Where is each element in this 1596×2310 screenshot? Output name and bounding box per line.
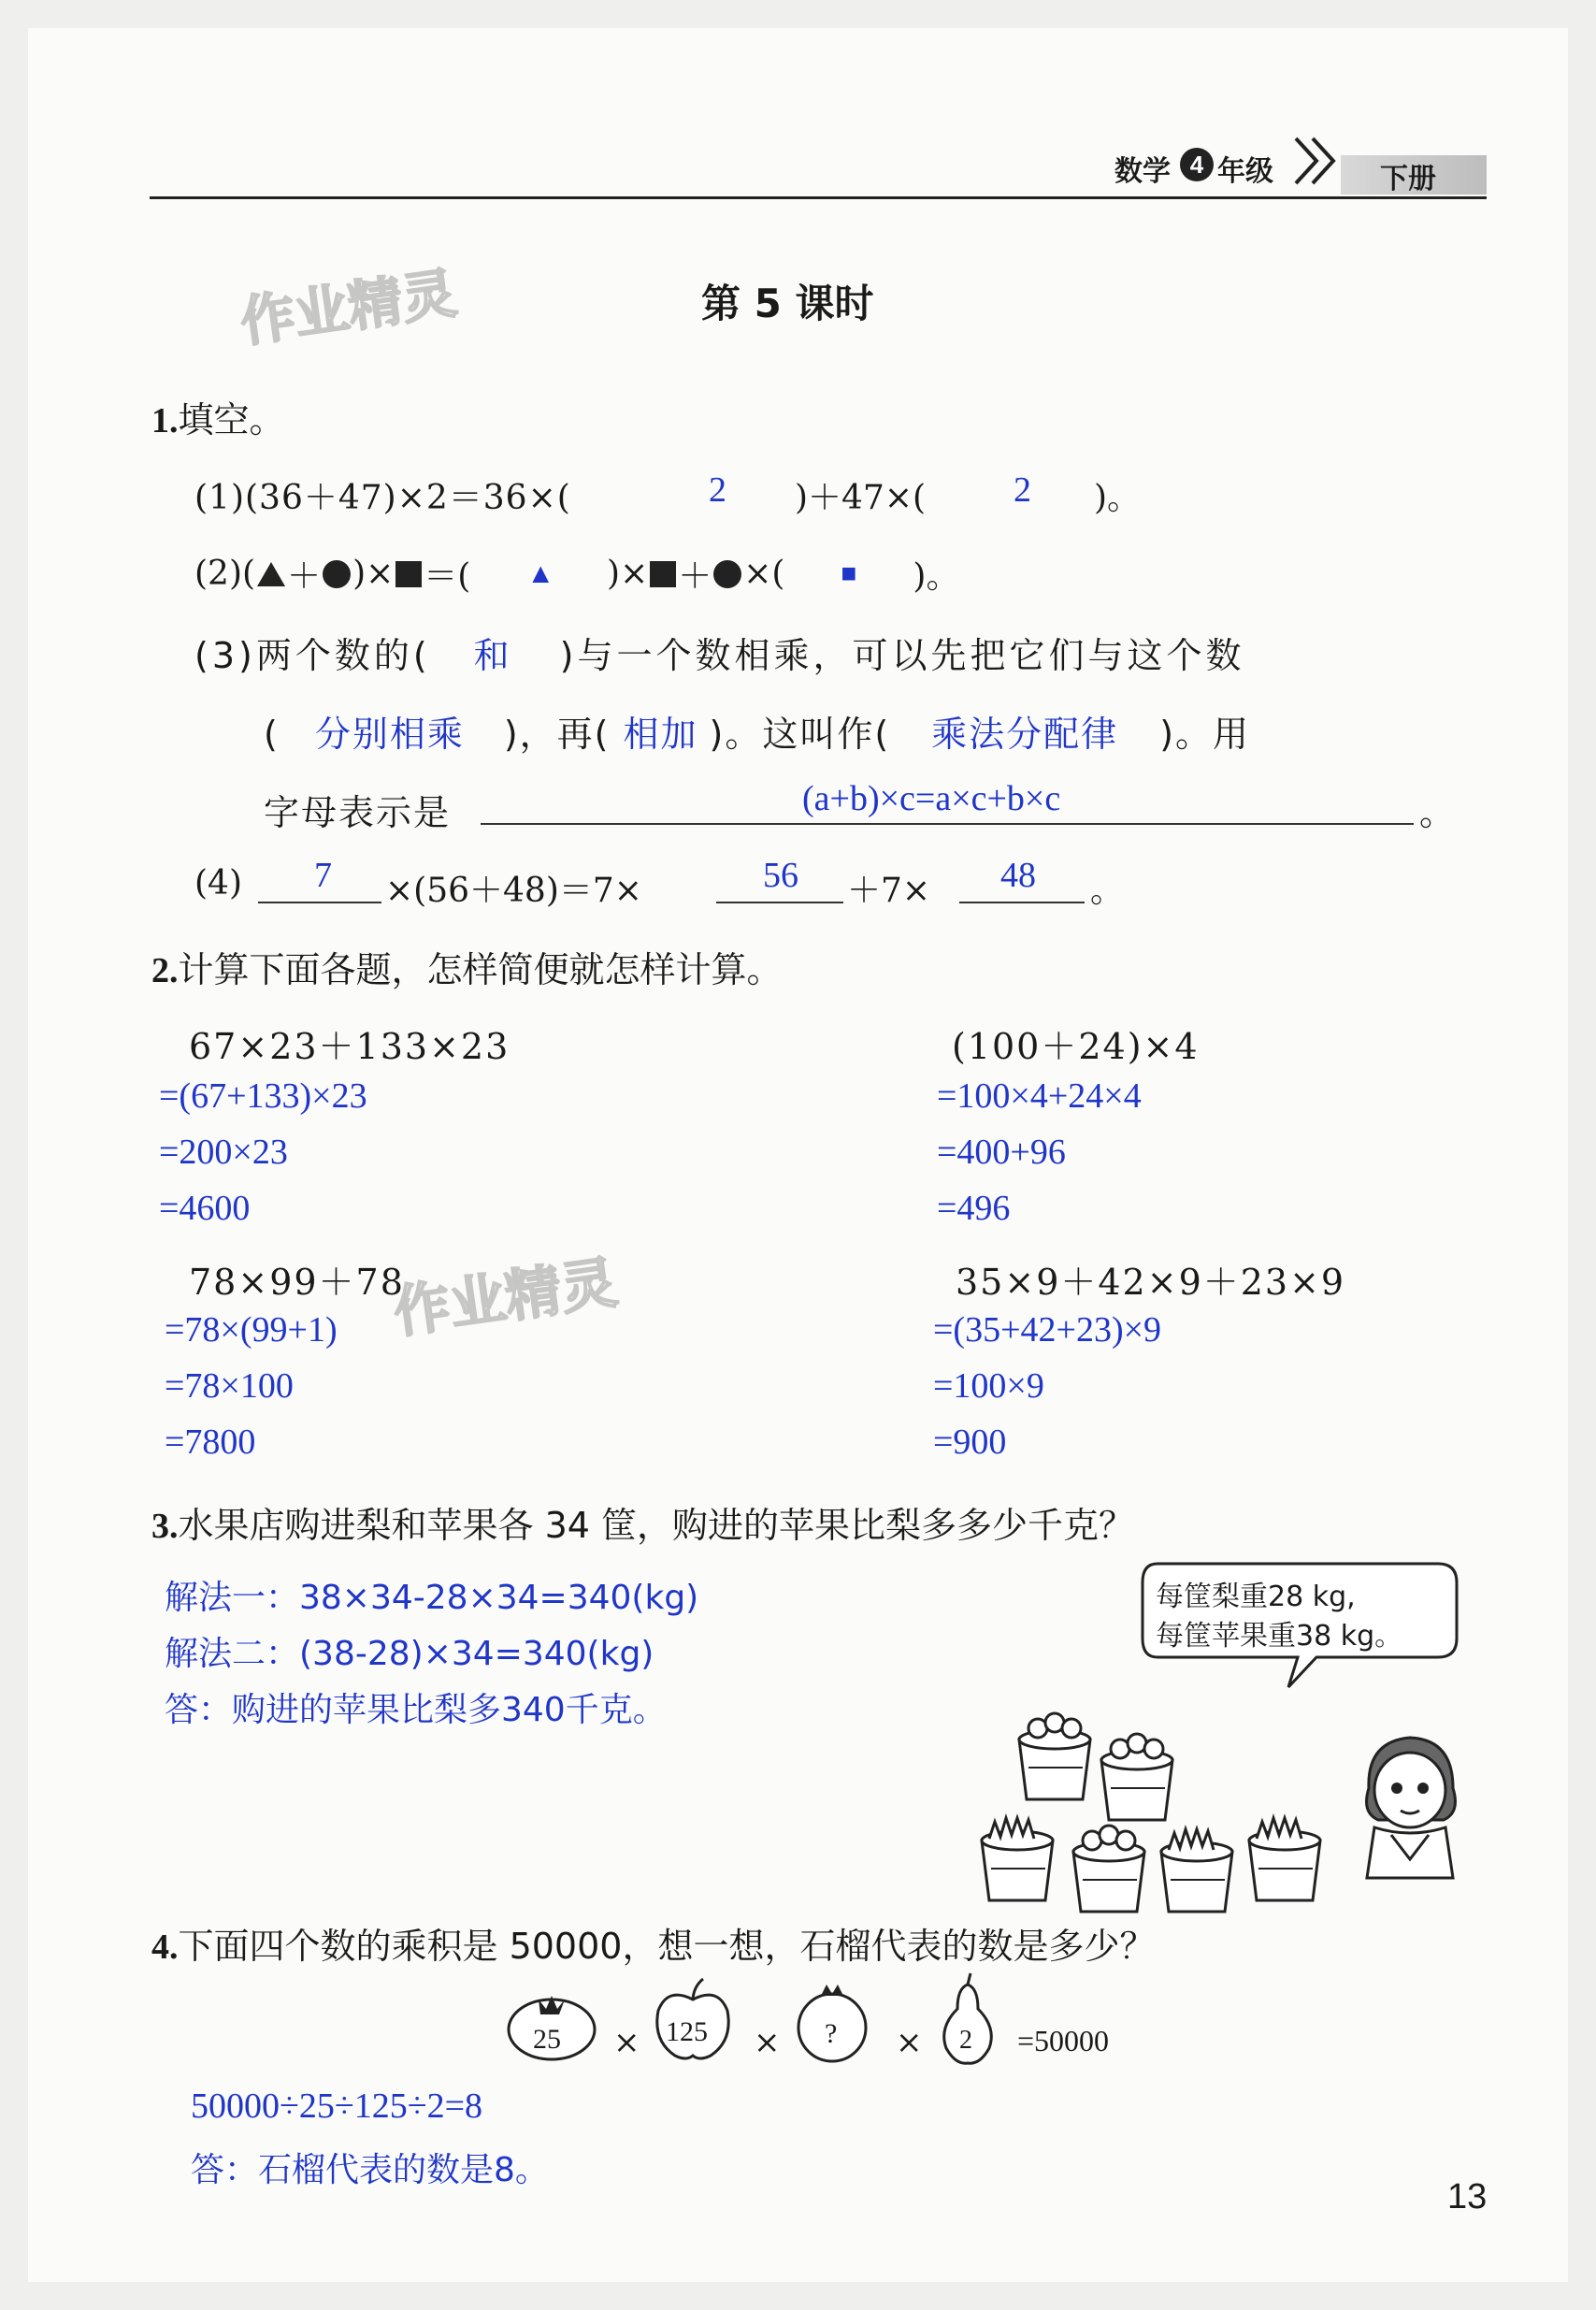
q1-part3-answer4: 乘法分配律 — [931, 714, 1119, 755]
q2-problem3-step3: =7800 — [165, 1422, 256, 1462]
workbook-page — [28, 28, 1568, 2282]
q1-part4-answer3: 48 — [1000, 856, 1036, 895]
q1-part2: (2) ( ＋ )× ＝( ▲ )× ＋ ×( ■ )。 — [194, 555, 960, 596]
q4-answer-conclusion: 答：石榴代表的数是8。 — [191, 2151, 549, 2189]
q2-problem3-step2: =78×100 — [165, 1366, 294, 1406]
header-grade: 年级 — [1217, 155, 1273, 188]
q2-problem1-step2: =200×23 — [159, 1133, 288, 1172]
q2-problem1-step3: =4600 — [159, 1189, 251, 1228]
q1-part4-answer2: 56 — [763, 856, 798, 895]
q2-problem1-step1: =(67+133)×23 — [159, 1076, 367, 1116]
q1-part4-label: (4) — [194, 864, 242, 902]
circle-icon — [712, 558, 743, 590]
times-sign-1: × — [613, 2024, 640, 2061]
q4-answer-calculation: 50000÷25÷125÷2=8 — [191, 2086, 482, 2126]
q1-part3-blank — [481, 823, 1414, 825]
q1-heading: 1.填空。 — [151, 399, 285, 440]
header-rule — [150, 196, 1487, 199]
q4-heading: 4.下面四个数的乘积是 50000，想一想，石榴代表的数是多少？ — [151, 1926, 1156, 1967]
times-sign-3: × — [896, 2024, 923, 2061]
q2-heading: 2.计算下面各题，怎样简便就怎样计算。 — [151, 949, 783, 990]
q3-answer-method2: 解法二：(38-28)×34=340(kg) — [165, 1635, 654, 1673]
q1-part2-answer2: ■ — [841, 558, 857, 588]
equation-result: =50000 — [1017, 2024, 1110, 2057]
lesson-title: 第 5 课时 — [701, 281, 874, 326]
fruit-value-3: ? — [825, 2018, 838, 2049]
header-subject: 数学 — [1114, 155, 1171, 188]
triangle-icon — [255, 560, 287, 588]
q1-part3-answer2: 分别相乘 — [314, 714, 465, 755]
grade-number-badge: 4 — [1180, 148, 1214, 181]
fruit-value-1: 25 — [533, 2024, 561, 2055]
q1-part3-answer5: (a+b)×c=a×c+b×c — [802, 779, 1061, 818]
speech-line2: 每筐苹果重38 kg。 — [1156, 1620, 1403, 1653]
circle-icon — [321, 558, 352, 590]
q2-problem2-step3: =496 — [937, 1189, 1011, 1228]
q2-problem3: 78×99＋78 — [189, 1262, 405, 1303]
q2-problem1: 67×23＋133×23 — [189, 1026, 510, 1067]
q1-part1-expr2: )＋47×( — [795, 479, 927, 517]
q2-problem4-step3: =900 — [933, 1422, 1007, 1462]
q2-problem4-step2: =100×9 — [933, 1366, 1044, 1406]
square-icon — [648, 559, 678, 589]
q1-part3-line3: 字母表示是 — [264, 792, 452, 833]
girl-illustration — [1350, 1723, 1472, 1882]
q2-problem3-step1: =78×(99+1) — [165, 1310, 338, 1350]
q3-heading: 3.水果店购进梨和苹果各 34 筐，购进的苹果比梨多多少千克？ — [151, 1505, 1135, 1546]
q1-part4-blank2 — [716, 902, 843, 903]
q1-part2-answer1: ▲ — [526, 557, 555, 589]
q1-part3-answer3: 相加 — [623, 714, 698, 755]
page-number: 13 — [1447, 2177, 1488, 2216]
q2-problem2-step2: =400+96 — [937, 1133, 1066, 1172]
q1-part1-answer2: 2 — [1014, 470, 1031, 510]
times-sign-2: × — [754, 2024, 781, 2061]
q1-part1-answer1: 2 — [709, 470, 726, 510]
q3-answer-method1: 解法一：38×34-28×34=340(kg) — [165, 1579, 699, 1617]
fruit-baskets-illustration — [954, 1702, 1346, 1927]
header-volume: 下册 — [1380, 163, 1436, 195]
q1-part4-end: 。 — [1090, 872, 1125, 910]
q2-problem4: 35×9＋42×9＋23×9 — [956, 1262, 1346, 1303]
q1-part3-answer1: 和 — [473, 635, 513, 676]
q1-part3-end: 。 — [1419, 792, 1456, 833]
q1-part4-blank1 — [258, 902, 381, 903]
q1-part1: (1)(36＋47)×2＝36×( — [194, 479, 571, 517]
watermark-top: 作业精灵 — [237, 261, 461, 354]
q2-problem2: (100＋24)×4 — [952, 1026, 1200, 1067]
q1-part4-expr1: ×(56＋48)＝7× — [385, 872, 642, 910]
q2-problem4-step1: =(35+42+23)×9 — [933, 1310, 1162, 1350]
q3-answer-conclusion: 答：购进的苹果比梨多340千克。 — [165, 1691, 667, 1729]
q2-problem2-step1: =100×4+24×4 — [937, 1076, 1142, 1116]
fruit-value-2: 125 — [666, 2016, 708, 2047]
q1-part1-expr3: )。 — [1094, 479, 1142, 517]
q1-part4-blank3 — [959, 902, 1085, 903]
watermark-middle: 作业精灵 — [389, 1249, 622, 1347]
fruit-value-4: 2 — [959, 2026, 972, 2055]
speech-line1: 每筐梨重28 kg, — [1156, 1581, 1356, 1613]
q1-part4-expr2: ＋7× — [847, 872, 931, 910]
q1-part3-line2: ( 分别相乘 )，再( 相加 )。这叫作( 乘法分配律 )。用 — [264, 714, 1251, 755]
q1-part4-answer1: 7 — [314, 856, 332, 895]
square-icon — [394, 559, 424, 589]
double-chevron-icon — [1288, 131, 1348, 191]
q1-part3-line1: (3)两个数的( 和 )与一个数相乘，可以先把它们与这个数 — [194, 635, 1245, 676]
